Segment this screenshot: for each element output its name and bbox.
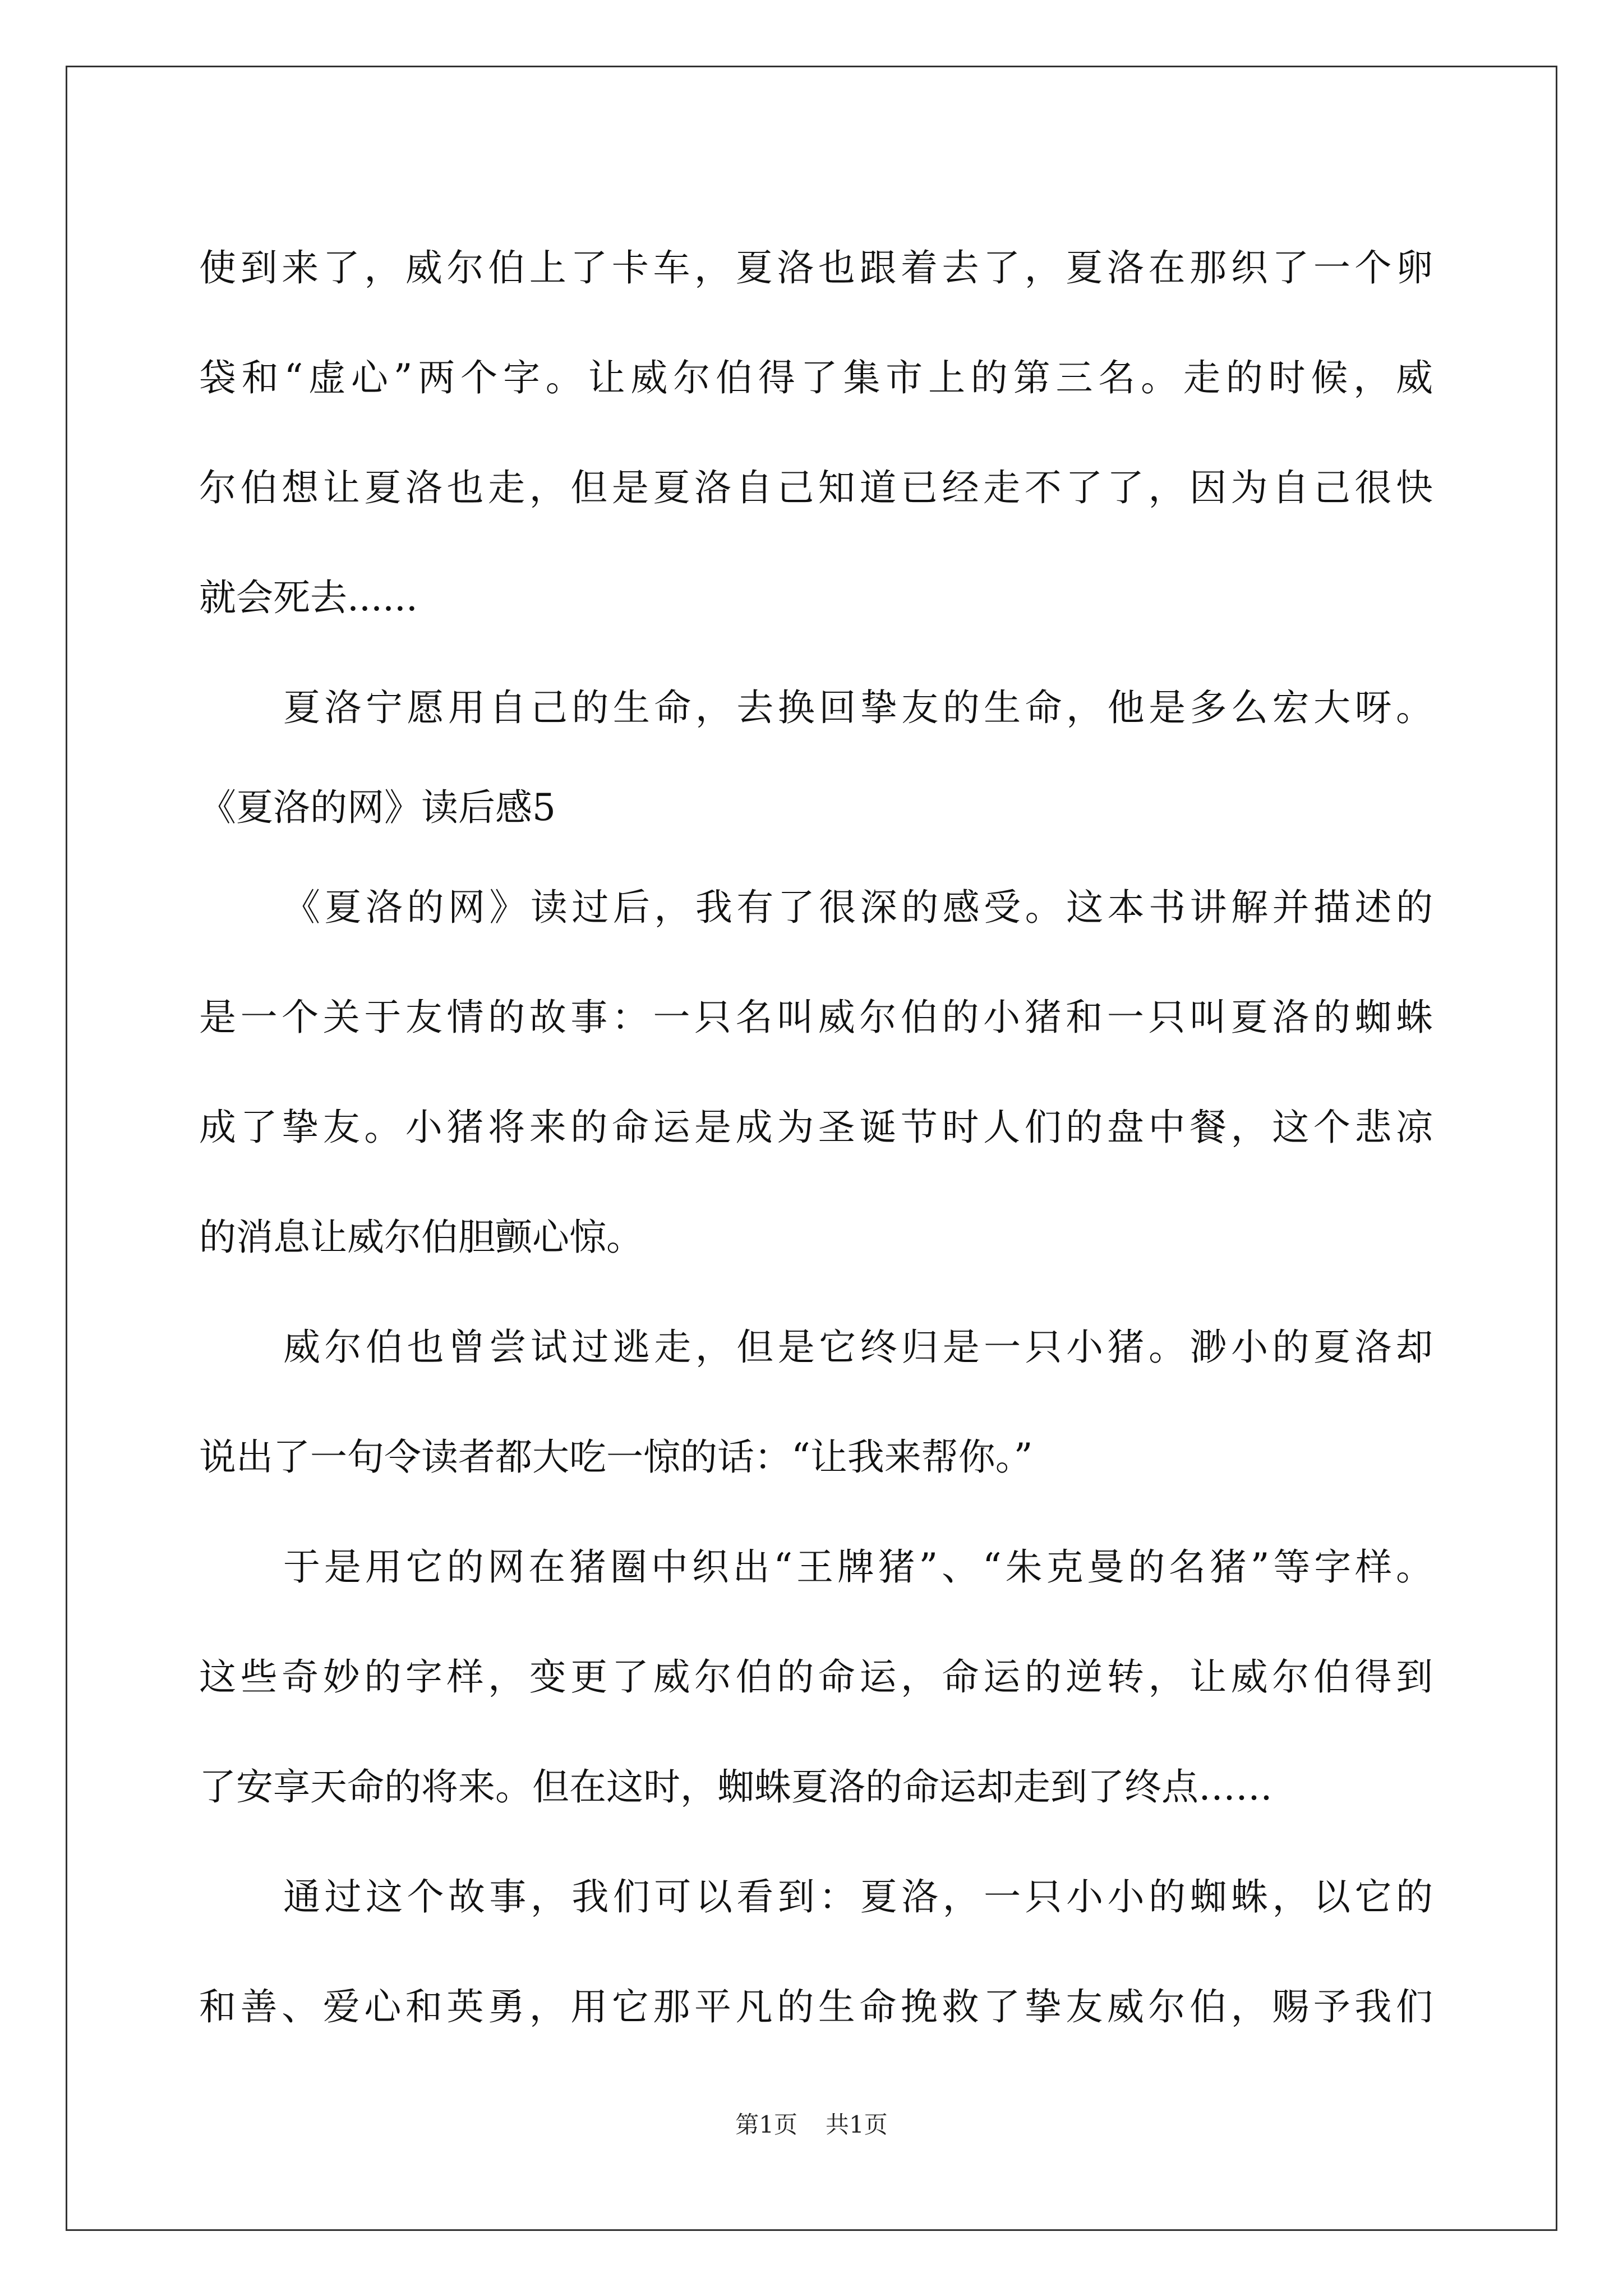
text-line: 就会死去...... <box>199 576 418 619</box>
paragraph-start: 于是用它的网在猪圈中织出“王牌猪”、“朱克曼的名猪”等字样。 <box>283 1545 1433 1589</box>
text-line: 和善、爱心和英勇，用它那平凡的生命挽救了挚友威尔伯，赐予我们 <box>199 1985 1433 2028</box>
text-line: 这些奇妙的字样，变更了威尔伯的命运，命运的逆转，让威尔伯得到 <box>199 1655 1433 1699</box>
paragraph-start: 夏洛宁愿用自己的生命，去换回挚友的生命，他是多么宏大呀。 <box>283 686 1433 729</box>
text-line: 尔伯想让夏洛也走，但是夏洛自己知道已经走不了了，因为自己很快 <box>199 466 1433 509</box>
paragraph-start: 威尔伯也曾尝试过逃走，但是它终归是一只小猪。渺小的夏洛却 <box>283 1326 1433 1369</box>
section-title: 《夏洛的网》读后感5 <box>199 786 556 829</box>
text-line: 的消息让威尔伯胆颤心惊。 <box>199 1216 643 1259</box>
text-line: 是一个关于友情的故事：一只名叫威尔伯的小猪和一只叫夏洛的蜘蛛 <box>199 996 1433 1039</box>
page-total: 共1页 <box>826 2111 888 2138</box>
paragraph-start: 《夏洛的网》读过后，我有了很深的感受。这本书讲解并描述的 <box>283 886 1433 929</box>
text-line: 了安享天命的将来。但在这时，蜘蛛夏洛的命运却走到了终点…… <box>199 1765 1272 1809</box>
text-line: 成了挚友。小猪将来的命运是成为圣诞节时人们的盘中餐，这个悲凉 <box>199 1106 1433 1149</box>
text-line: 袋和“虚心”两个字。让威尔伯得了集市上的第三名。走的时候，威 <box>199 356 1433 399</box>
page-number: 第1页 <box>735 2111 797 2138</box>
paragraph-start: 通过这个故事，我们可以看到：夏洛，一只小小的蜘蛛，以它的 <box>283 1875 1433 1918</box>
document-body <box>199 213 1433 2062</box>
page-footer <box>0 2106 1623 2140</box>
text-line: 使到来了，威尔伯上了卡车，夏洛也跟着去了，夏洛在那织了一个卵 <box>199 246 1433 289</box>
text-line: 说出了一句令读者都大吃一惊的话：“让我来帮你。” <box>199 1435 1033 1479</box>
